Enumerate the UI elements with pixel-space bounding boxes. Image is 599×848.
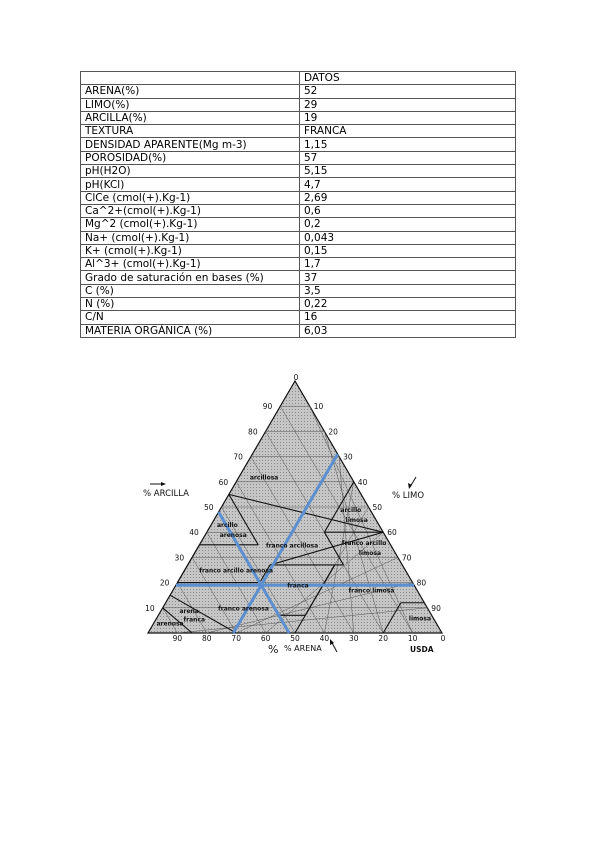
property-cell: LIMO(%) (81, 98, 300, 111)
table-row (81, 191, 516, 204)
table-row (81, 204, 516, 217)
zone-label-arcillosa: arcillosa (249, 474, 279, 482)
silt-tick-label: 50 (372, 503, 383, 512)
sand-tick-label: 40 (319, 634, 330, 643)
silt-tick-label: 20 (328, 427, 338, 437)
silt-tick-label: 0 (293, 373, 299, 382)
zone-label-franco-arcillo-limosa: franco arcillo (341, 539, 387, 547)
clay-tick-label: 20 (159, 578, 170, 588)
value-cell: 2,69 (300, 191, 516, 204)
table-row (81, 178, 516, 191)
table-row (81, 138, 516, 151)
property-cell: ARENA(%) (81, 85, 300, 98)
property-cell: Na+ (cmol(+).Kg-1) (81, 231, 300, 244)
clay-axis-label: % ARCILLA (143, 489, 189, 499)
zone-label-arcillo-limosa: limosa (345, 517, 368, 525)
value-cell: 0,043 (300, 231, 516, 244)
zone-label-arcillo-arenosa: arcillo (216, 522, 238, 530)
value-cell: 6,03 (300, 324, 516, 337)
table-row (81, 85, 516, 98)
property-cell: pH(KCl) (81, 178, 300, 191)
zone-label-franco-arcillo-limosa: limosa (358, 549, 382, 557)
sand-tick-label: 20 (378, 634, 388, 643)
value-cell: 37 (300, 271, 516, 284)
silt-tick-label: 40 (357, 477, 368, 487)
table-row (81, 324, 516, 337)
table-row (81, 98, 516, 111)
silt-tick-label: 90 (431, 603, 441, 613)
clay-tick-label: 60 (218, 477, 229, 487)
table-row (81, 231, 516, 244)
value-cell: 1,7 (300, 258, 516, 271)
property-cell: ARCILLA(%) (81, 111, 300, 124)
table-row (81, 165, 516, 178)
clay-tick-label: 90 (262, 402, 273, 412)
table-row (81, 125, 516, 138)
sand-tick-label: 0 (440, 634, 446, 643)
table-row (81, 311, 516, 324)
property-cell: Al^3+ (cmol(+).Kg-1) (81, 258, 300, 271)
property-cell: MATERIA ORGÁNICA (%) (81, 324, 300, 337)
table-row (81, 218, 516, 231)
sand-tick-label: 10 (407, 634, 418, 643)
sand-tick-label: 70 (231, 634, 241, 643)
zone-label-franco-limosa: franco limosa (348, 587, 395, 595)
clay-tick-label: 70 (233, 452, 243, 462)
clay-tick-label: 40 (189, 528, 199, 538)
soil-properties-table (80, 71, 516, 338)
sand-axis-percent: % (268, 643, 279, 656)
table-row (81, 244, 516, 257)
zone-label-arcillo-arenosa: arenosa (219, 532, 247, 540)
property-cell: Mg^2 (cmol(+).Kg-1) (81, 218, 300, 231)
sand-tick-label: 30 (349, 634, 359, 643)
zone-label-franca: franca (287, 582, 309, 590)
zone-label-arenosa: arenosa (156, 620, 184, 628)
clay-axis-arrowhead (161, 482, 166, 486)
clay-tick-label: 30 (174, 553, 185, 563)
sand-tick-label: 90 (172, 634, 183, 643)
property-cell: ClCe (cmol(+).Kg-1) (81, 191, 300, 204)
silt-tick-label: 30 (343, 452, 353, 462)
property-cell: Ca^2+(cmol(+).Kg-1) (81, 204, 300, 217)
sand-tick-label: 50 (290, 634, 300, 643)
property-cell: DENSIDAD APARENTE(Mg m-3) (81, 138, 300, 151)
value-cell: 1,15 (300, 138, 516, 151)
value-cell: 0,6 (300, 204, 516, 217)
zone-label-franco-arcillosa: franco arcillosa (265, 542, 319, 550)
sand-tick-label: 80 (202, 634, 212, 643)
usda-label: USDA (410, 645, 434, 654)
silt-tick-label: 10 (313, 402, 324, 412)
value-cell: 5,15 (300, 165, 516, 178)
value-cell: 0,2 (300, 218, 516, 231)
soil-texture-triangle (130, 368, 460, 668)
property-cell: C/N (81, 311, 300, 324)
property-cell: pH(H2O) (81, 165, 300, 178)
clay-tick-label: 50 (203, 503, 214, 512)
table-row (81, 298, 516, 311)
property-cell: Grado de saturación en bases (%) (81, 271, 300, 284)
property-cell (81, 72, 300, 85)
zone-label-arena-franca: arena (179, 607, 199, 615)
table-row (81, 271, 516, 284)
value-cell: 0,15 (300, 244, 516, 257)
value-cell: 52 (300, 85, 516, 98)
value-cell: 29 (300, 98, 516, 111)
value-cell: 19 (300, 111, 516, 124)
zone-label-franco-arenosa: franco arenosa (218, 605, 269, 613)
silt-tick-label: 60 (387, 528, 397, 538)
silt-tick-label: 80 (416, 578, 427, 588)
property-cell: K+ (cmol(+).Kg-1) (81, 244, 300, 257)
value-cell: DATOS (300, 72, 516, 85)
value-cell: FRANCA (300, 125, 516, 138)
table-row (81, 151, 516, 164)
value-cell: 0,22 (300, 298, 516, 311)
property-cell: TEXTURA (81, 125, 300, 138)
zone-label-franco-arcillo-arenosa: franco arcillo arenosa (199, 567, 274, 575)
table-row (81, 258, 516, 271)
value-cell: 4,7 (300, 178, 516, 191)
clay-tick-label: 80 (248, 427, 258, 437)
table-row (81, 111, 516, 124)
zone-label-arena-franca: franca (183, 616, 206, 624)
sand-axis-arrowhead (330, 639, 334, 645)
sand-axis-label: % ARENA (284, 644, 322, 653)
property-cell: C (%) (81, 284, 300, 297)
silt-axis-label: % LIMO (392, 491, 425, 501)
value-cell: 57 (300, 151, 516, 164)
silt-tick-label: 70 (401, 553, 412, 563)
property-cell: POROSIDAD(%) (81, 151, 300, 164)
table-row (81, 284, 516, 297)
table-header-row (81, 72, 516, 85)
value-cell: 16 (300, 311, 516, 324)
zone-label-arcillo-limosa: arcillo (340, 507, 362, 515)
property-cell: N (%) (81, 298, 300, 311)
value-cell: 3,5 (300, 284, 516, 297)
sand-tick-label: 60 (260, 634, 271, 643)
zone-label-limosa: limosa (408, 615, 432, 623)
clay-tick-label: 10 (145, 603, 155, 613)
